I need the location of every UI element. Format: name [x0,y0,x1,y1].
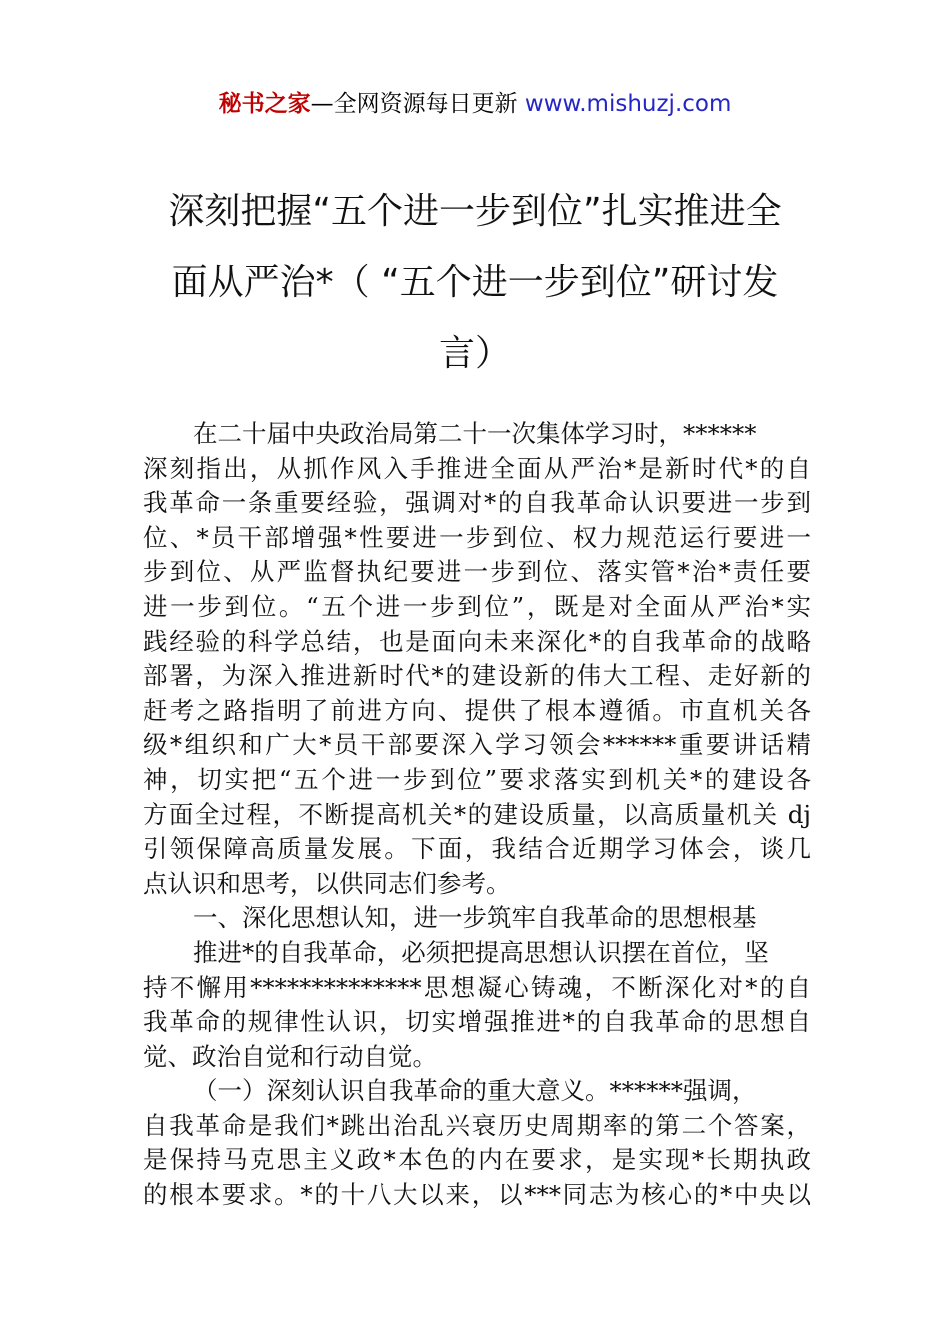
body-line: 部署，为深入推进新时代*的建设新的伟大工程、走好新的 [143,661,811,691]
body-line: 推进*的自我革命，必须把提高思想认识摆在首位，坚 [193,937,769,967]
title-line: 面从严治*（ “五个进一步到位”研讨发 [171,262,779,303]
body-line: 在二十届中央政治局第二十一次集体学习时，****** [193,419,757,448]
body-line: 觉、政治自觉和行动自觉。 [143,1041,437,1071]
section-heading: 一、深化思想认知，进一步筑牢自我革命的思想根基 [193,903,757,933]
document-title [140,176,810,389]
title-line: 言） [438,333,511,374]
title-line: 深刻把握“五个进一步到位”扎实推进全 [168,191,782,232]
body-line: 进一步到位。“五个进一步到位”，既是对全面从严治*实 [143,591,811,621]
body-line: 方面全过程，不断提高机关*的建设质量，以高质量机关 dj [143,799,811,829]
document-body [143,417,811,1213]
body-line: 践经验的科学总结，也是面向未来深化*的自我革命的战略 [143,626,811,656]
body-line: 步到位、从严监督执纪要进一步到位、落实管*治*责任要 [143,557,811,587]
body-line: 我革命一条重要经验，强调对*的自我革命认识要进一步到 [143,488,811,518]
site-url-link[interactable]: www.mishuzj.com [524,91,732,117]
body-line: 深刻指出，从抓作风入手推进全面从严治*是新时代*的自 [143,453,811,483]
body-line: 赶考之路指明了前进方向、提供了根本遵循。市直机关各 [143,695,811,725]
site-header [0,88,950,120]
body-line: 持不懈用**************思想凝心铸魂，不断深化对*的自 [143,972,811,1002]
body-line: 级*组织和广大*员干部要深入学习领会******重要讲话精 [143,730,811,760]
site-slogan: —全网资源每日更新 [310,91,525,117]
body-line: 位、*员干部增强*性要进一步到位、权力规范运行要进一 [143,522,811,552]
site-brand: 秘书之家 [218,91,311,117]
body-line: 自我革命是我们*跳出治乱兴衰历史周期率的第二个答案， [143,1110,811,1140]
body-line: 神，切实把“五个进一步到位”要求落实到机关*的建设各 [143,764,811,794]
body-line: 我革命的规律性认识，切实增强推进*的自我革命的思想自 [143,1007,811,1037]
body-line: 引领保障高质量发展。下面，我结合近期学习体会，谈几 [143,834,811,864]
body-line: 是保持马克思主义政*本色的内在要求，是实现*长期执政 [143,1145,811,1175]
body-line: 点认识和思考，以供同志们参考。 [143,868,511,898]
subsection-line: （一）深刻认识自我革命的重大意义。******强调， [193,1076,757,1106]
body-line: 的根本要求。*的十八大以来，以***同志为核心的*中央以 [143,1180,811,1210]
